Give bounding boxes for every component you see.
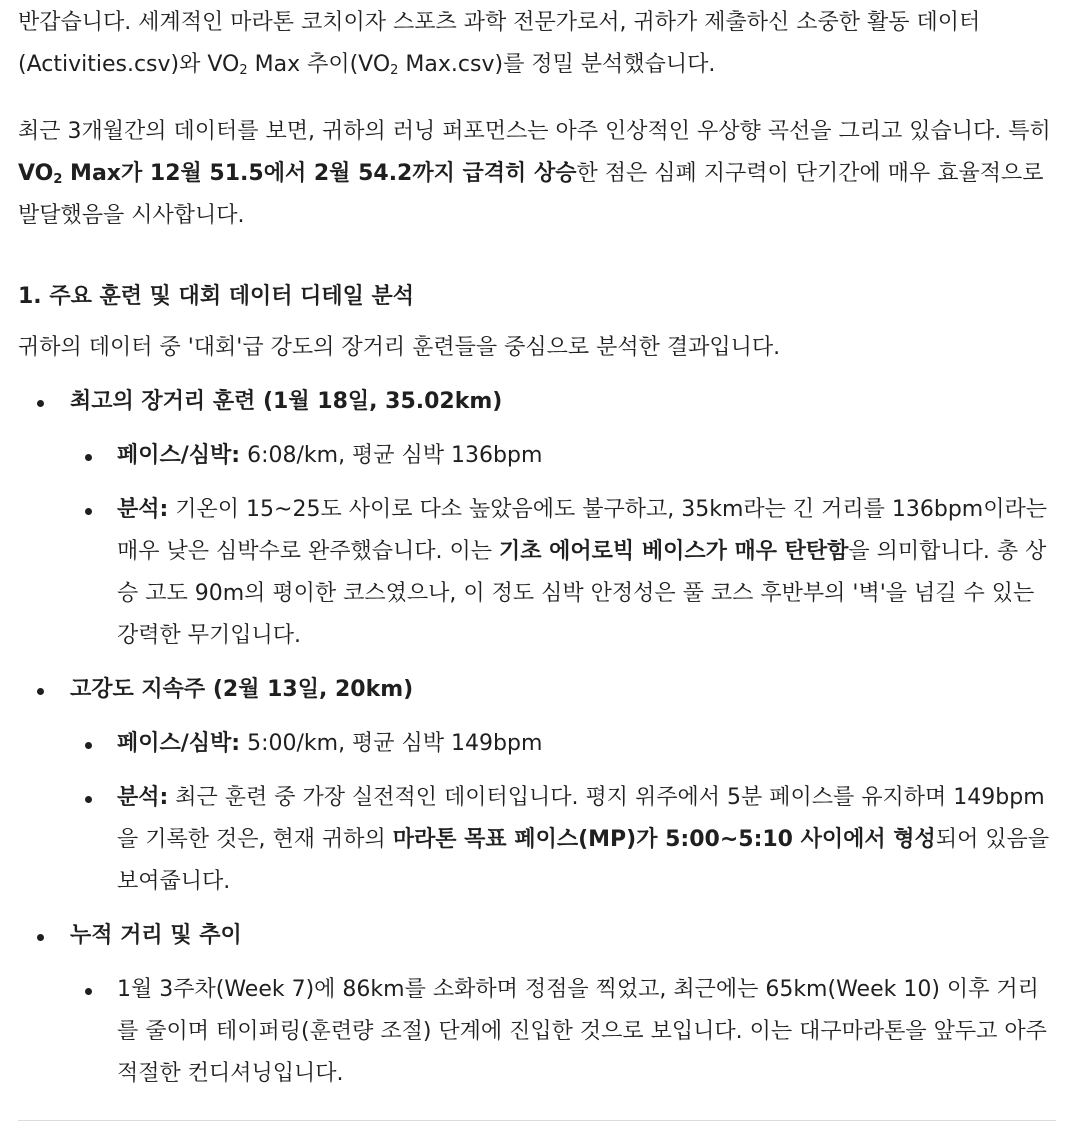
list-item-title: 고강도 지속주 (2월 13일, 20km) <box>70 677 414 702</box>
bullet-icon <box>85 508 92 515</box>
analysis-text-1: 기온이 15~25도 사이로 다소 높았음에도 불구하고, 35km라는 긴 거리를 136bpm이라는 매우 낮은 심박수로 완주했습니다. 이는 <box>117 497 1047 564</box>
bullet-icon <box>37 934 44 941</box>
bullet-icon <box>85 796 92 803</box>
summary-highlight <box>18 161 576 186</box>
section-intro: 귀하의 데이터 중 '대회'급 강도의 장거리 훈련들을 중심으로 분석한 결과입니다. <box>18 335 781 360</box>
analysis-text-1: 최근 훈련 중 가장 실전적인 데이터입니다. 평지 위주에서 5분 페이스를 유지하며 149bpm을 기록한 것은, 현재 귀하의 <box>117 785 1045 852</box>
intro-subscript-1: 2 <box>239 63 248 78</box>
summary-text-2: 한 점은 심폐 지구력이 단기간에 매우 효율적으로 발달했음을 시사합니다. <box>18 161 1044 228</box>
summary-highlight-b: Max가 12월 51.5에서 2월 54.2까지 급격히 상승 <box>62 161 577 186</box>
bullet-icon <box>37 400 44 407</box>
pace-label: 페이스/심박: <box>117 443 241 468</box>
analysis-label: 분석: <box>117 785 169 810</box>
analysis-text-2: 되어 있음을 보여줍니다. <box>117 827 1050 894</box>
intro-text-1: 반갑습니다. 세계적인 마라톤 코치이자 스포츠 과학 전문가로서, 귀하가 제출하신 소중한 활동 데이터 (Activities.csv)와 VO <box>18 10 981 77</box>
summary-paragraph <box>18 111 1056 237</box>
list-item-analysis <box>117 777 1056 903</box>
summary-highlight-a: VO <box>18 161 54 186</box>
analysis-highlight: 기초 에어로빅 베이스가 매우 탄탄함 <box>499 539 849 564</box>
list-item-analysis <box>117 489 1056 657</box>
analysis-label: 분석: <box>117 497 169 522</box>
intro-subscript-2: 2 <box>390 63 399 78</box>
pace-value: 5:00/km, 평균 심박 149bpm <box>240 731 543 756</box>
divider <box>18 1120 1056 1121</box>
pace-label: 페이스/심박: <box>117 731 241 756</box>
list-item-detail: 1월 3주차(Week 7)에 86km를 소화하며 정점을 찍었고, 최근에는 65km(Week 10) 이후 거리를 줄이며 테이퍼링(훈련량 조절) 단계에 진입한 것으로 보입니다. 이는 대구마라톤을 앞두고 아주 적절한 컨디셔닝입니다. <box>117 977 1047 1086</box>
intro-text-3: Max.csv)를 정밀 분석했습니다. <box>398 52 716 77</box>
list-item-title: 누적 거리 및 추이 <box>70 923 242 948</box>
analysis-highlight: 마라톤 목표 페이스(MP)가 5:00~5:10 사이에서 형성 <box>392 827 936 852</box>
summary-highlight-subscript: 2 <box>53 172 63 187</box>
intro-text-2: Max 추이(VO <box>247 52 391 77</box>
bullet-icon <box>85 742 92 749</box>
section-heading: 1. 주요 훈련 및 대회 데이터 디테일 분석 <box>18 284 415 309</box>
analysis-text-2: 을 의미합니다. 총 상승 고도 90m의 평이한 코스였으나, 이 정도 심박 안정성은 풀 코스 후반부의 '벽'을 넘길 수 있는 강력한 무기입니다. <box>117 539 1047 648</box>
summary-text-1: 최근 3개월간의 데이터를 보면, 귀하의 러닝 퍼포먼스는 아주 인상적인 우상향 곡선을 그리고 있습니다. 특히 <box>18 119 1051 144</box>
bullet-icon <box>85 988 92 995</box>
list-item-pace <box>117 723 1056 765</box>
pace-value: 6:08/km, 평균 심박 136bpm <box>240 443 543 468</box>
bullet-icon <box>37 688 44 695</box>
intro-paragraph <box>18 2 1056 86</box>
bullet-icon <box>85 454 92 461</box>
list-item-title: 최고의 장거리 훈련 (1월 18일, 35.02km) <box>70 389 503 414</box>
list-item-pace <box>117 435 1056 477</box>
